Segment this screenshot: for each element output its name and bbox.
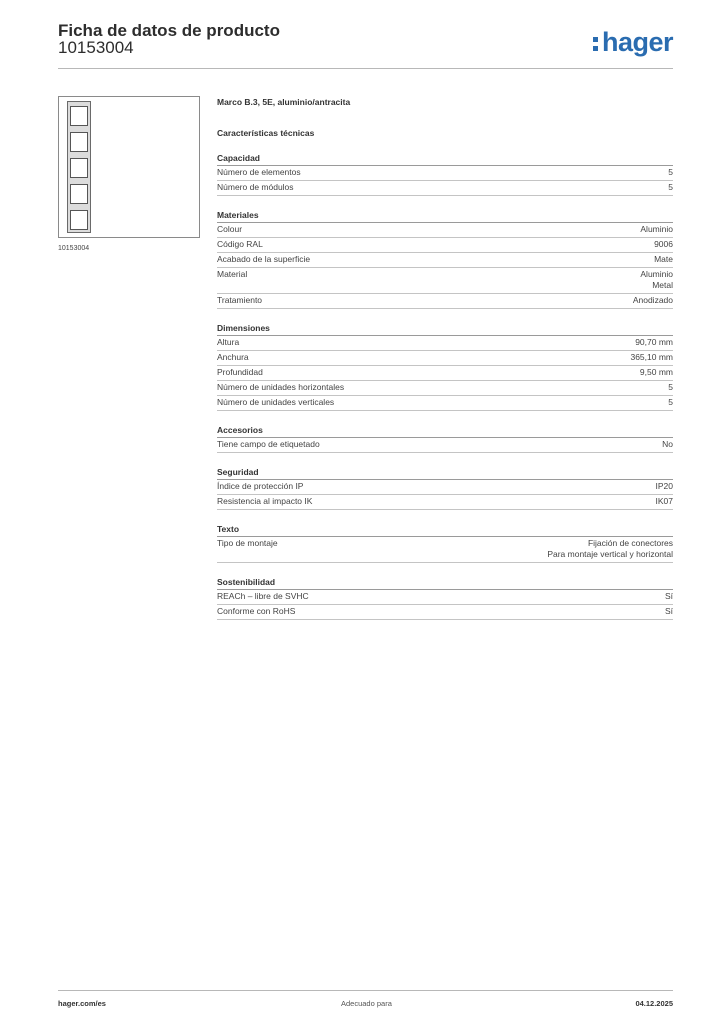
spec-label: Profundidad [217, 367, 263, 377]
spec-label: Anchura [217, 352, 249, 362]
frame-opening [70, 158, 88, 178]
spec-value: Anodizado [632, 295, 673, 305]
frame-illustration [67, 101, 91, 233]
spec-label: Resistencia al impacto IK [217, 496, 313, 506]
spec-label: Número de módulos [217, 182, 294, 192]
spec-value: 9006 [654, 239, 673, 249]
page-header-title: Ficha de datos de producto [58, 21, 280, 40]
spec-label: Número de unidades verticales [217, 397, 335, 407]
spec-value: 5 [668, 167, 673, 177]
spec-row [217, 268, 673, 294]
spec-row [217, 294, 673, 309]
footer-website-link[interactable]: hager.com/es [58, 999, 106, 1008]
spec-row [217, 238, 673, 253]
footer-divider [58, 990, 673, 991]
spec-label: Tipo de montaje [217, 538, 278, 548]
section-title: Texto [217, 524, 673, 537]
spec-row [217, 590, 673, 605]
spec-row [217, 438, 673, 453]
spec-row [217, 166, 673, 181]
spec-value: IP20 [655, 481, 673, 491]
spec-row [217, 480, 673, 495]
footer-date: 04.12.2025 [635, 999, 673, 1008]
spec-row [217, 351, 673, 366]
section-title: Dimensiones [217, 323, 673, 336]
spec-value [640, 269, 673, 291]
spec-value: 90,70 mm [635, 337, 673, 347]
spec-label: Altura [217, 337, 240, 347]
spec-value: No [662, 439, 673, 449]
spec-label: Número de elementos [217, 167, 301, 177]
spec-value: Sí [664, 591, 673, 601]
page-header-product-number: 10153004 [58, 38, 134, 57]
frame-opening [70, 106, 88, 126]
spec-label: Índice de protección IP [217, 481, 304, 491]
spec-row [217, 336, 673, 351]
section-capacidad [217, 153, 673, 196]
spec-row [217, 366, 673, 381]
spec-value: 5 [668, 397, 673, 407]
product-image [58, 96, 200, 238]
spec-value: Aluminio [640, 224, 673, 234]
image-caption: 10153004 [58, 245, 90, 252]
spec-label: Número de unidades horizontales [217, 382, 345, 392]
spec-value-line: Metal [652, 280, 673, 290]
spec-value: Mate [654, 254, 673, 264]
spec-value-line: Para montaje vertical y horizontal [547, 549, 673, 559]
spec-value: 9,50 mm [639, 367, 673, 377]
spec-value: Sí [664, 606, 673, 616]
section-title: Seguridad [217, 467, 673, 480]
spec-label: Tiene campo de etiquetado [217, 439, 320, 449]
spec-label: Conforme con RoHS [217, 606, 296, 616]
section-dimensiones [217, 323, 673, 411]
spec-value: 5 [668, 382, 673, 392]
spec-row [217, 253, 673, 268]
section-materiales [217, 210, 673, 309]
spec-label: Colour [217, 224, 243, 234]
spec-row [217, 381, 673, 396]
frame-opening [70, 210, 88, 230]
section-sostenibilidad [217, 577, 673, 620]
spec-row [217, 605, 673, 620]
spec-row [217, 223, 673, 238]
spec-value: IK07 [655, 496, 673, 506]
logo-dots-icon [593, 37, 598, 53]
spec-row [217, 396, 673, 411]
logo-wordmark: hager [602, 27, 674, 57]
spec-value-line: Aluminio [640, 269, 673, 279]
footer-center-text: Adecuado para [341, 999, 392, 1008]
product-name: Marco B.3, 5E, aluminio/antracita [217, 97, 351, 107]
tech-characteristics-title: Características técnicas [217, 128, 315, 138]
spec-row [217, 495, 673, 510]
section-title: Capacidad [217, 153, 673, 166]
spec-row [217, 537, 673, 563]
frame-opening [70, 184, 88, 204]
spec-label: Acabado de la superficie [217, 254, 311, 264]
spec-label: Código RAL [217, 239, 263, 249]
section-title: Accesorios [217, 425, 673, 438]
spec-value: 365,10 mm [630, 352, 673, 362]
spec-label: REACh – libre de SVHC [217, 591, 309, 601]
header-divider [58, 68, 673, 69]
spec-content [217, 97, 673, 620]
spec-value: 5 [668, 182, 673, 192]
section-seguridad [217, 467, 673, 510]
frame-opening [70, 132, 88, 152]
section-title: Sostenibilidad [217, 577, 673, 590]
section-accesorios [217, 425, 673, 453]
spec-value [547, 538, 673, 560]
section-texto [217, 524, 673, 563]
spec-label: Material [217, 269, 248, 279]
spec-label: Tratamiento [217, 295, 263, 305]
spec-value-line: Fijación de conectores [587, 538, 673, 548]
spec-row [217, 181, 673, 196]
section-title: Materiales [217, 210, 673, 223]
hager-logo [593, 26, 673, 58]
